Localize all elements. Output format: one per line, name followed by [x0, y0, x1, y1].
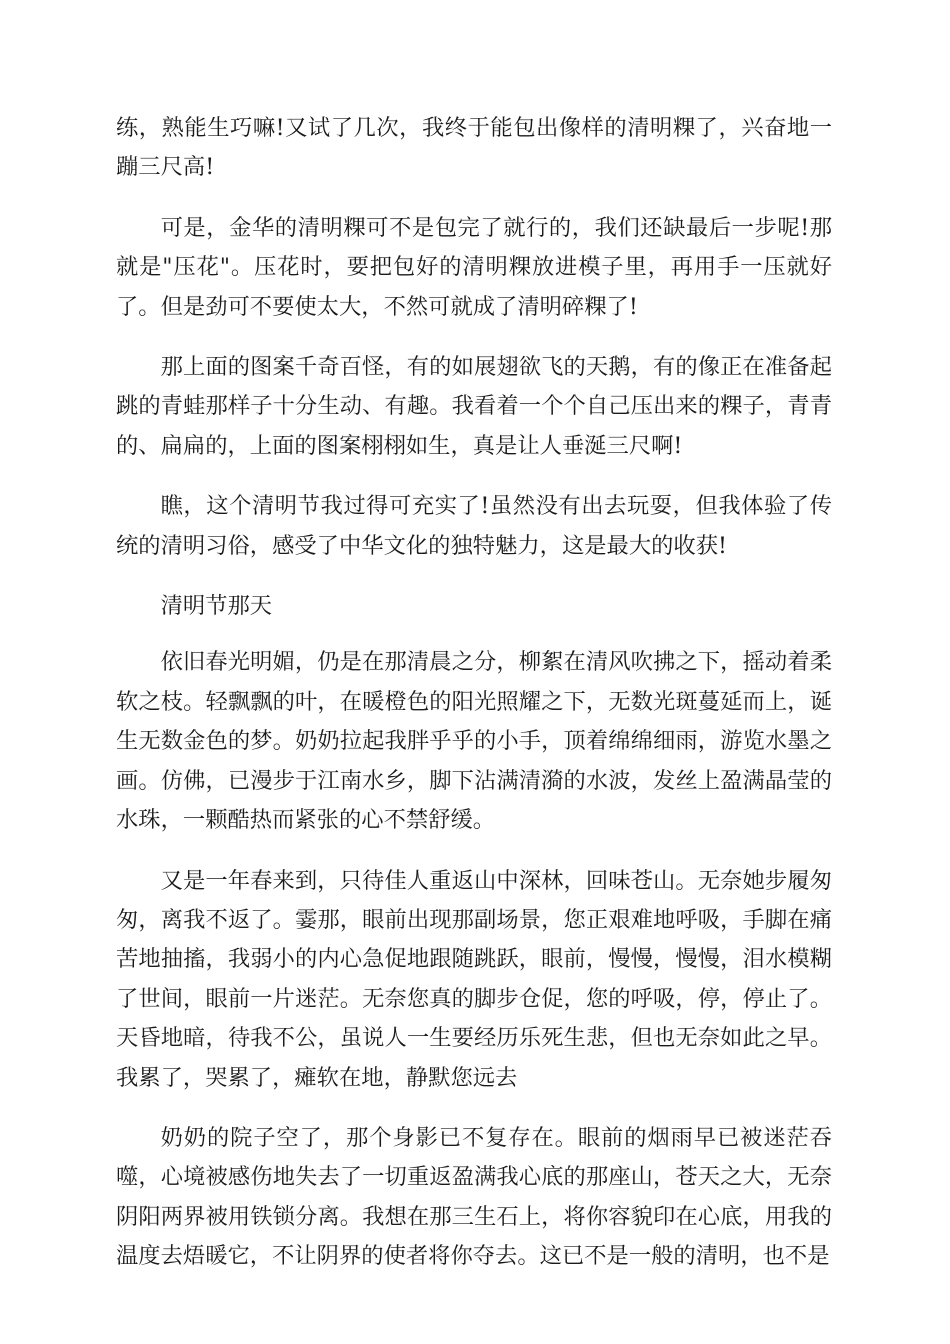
paragraph-mold-patterns: 那上面的图案千奇百怪，有的如展翅欲飞的天鹅，有的像正在准备起跳的青蛙那样子十分生动、有趣。我看着一个个自己压出来的粿子，青青的、扁扁的，上面的图案栩栩如生，真是让人垂涎三尺啊!	[116, 354, 832, 459]
paragraph-harvest: 瞧，这个清明节我过得可充实了!虽然没有出去玩耍，但我体验了传统的清明习俗，感受了中华文化的独特魅力，这是最大的收获!	[116, 493, 832, 559]
paragraph-farewell: 又是一年春来到，只待佳人重返山中深林，回味苍山。无奈她步履匆匆，离我不返了。霎那，眼前出现那副场景，您正艰难地呼吸，手脚在痛苦地抽搐，我弱小的内心急促地跟随跳跃，眼前，慢慢，慢慢，泪水模糊了世间，眼前一片迷茫。无奈您真的脚步仓促，您的呼吸，停，停止了。天昏地暗，待我不公，虽说人一生要经历乐死生悲，但也无奈如此之早。我累了，哭累了，瘫软在地，静默您远去	[116, 867, 832, 1091]
document-body	[116, 109, 832, 1298]
section-title: 清明节那天	[160, 593, 273, 620]
paragraph-empty-courtyard: 奶奶的院子空了，那个身影已不复存在。眼前的烟雨早已被迷茫吞噬，心境被感伤地失去了一切重返盈满我心底的那座山，苍天之大，无奈阴阳两界被用铁锁分离。我想在那三生石上，将你容貌印在心底，用我的温度去焐暖它，不让阴界的使者将你夺去。这已不是一般的清明，也不是	[116, 1124, 832, 1270]
paragraph-continued: 练，熟能生巧嘛!又试了几次，我终于能包出像样的清明粿了，兴奋地一蹦三尺高!	[116, 115, 832, 181]
paragraph-spring-morning: 依旧春光明媚，仍是在那清晨之分，柳絮在清风吹拂之下，摇动着柔软之枝。轻飘飘的叶，在暖橙色的阳光照耀之下，无数光斑蔓延而上，诞生无数金色的梦。奶奶拉起我胖乎乎的小手，顶着绵绵细雨，游览水墨之画。仿佛，已漫步于江南水乡，脚下沾满清漪的水波，发丝上盈满晶莹的水珠，一颗酷热而紧张的心不禁舒缓。	[116, 649, 832, 834]
paragraph-press-pattern: 可是，金华的清明粿可不是包完了就行的，我们还缺最后一步呢!那就是"压花"。压花时，要把包好的清明粿放进模子里，再用手一压就好了。但是劲可不要使太大，不然可就成了清明碎粿了!	[116, 214, 832, 320]
